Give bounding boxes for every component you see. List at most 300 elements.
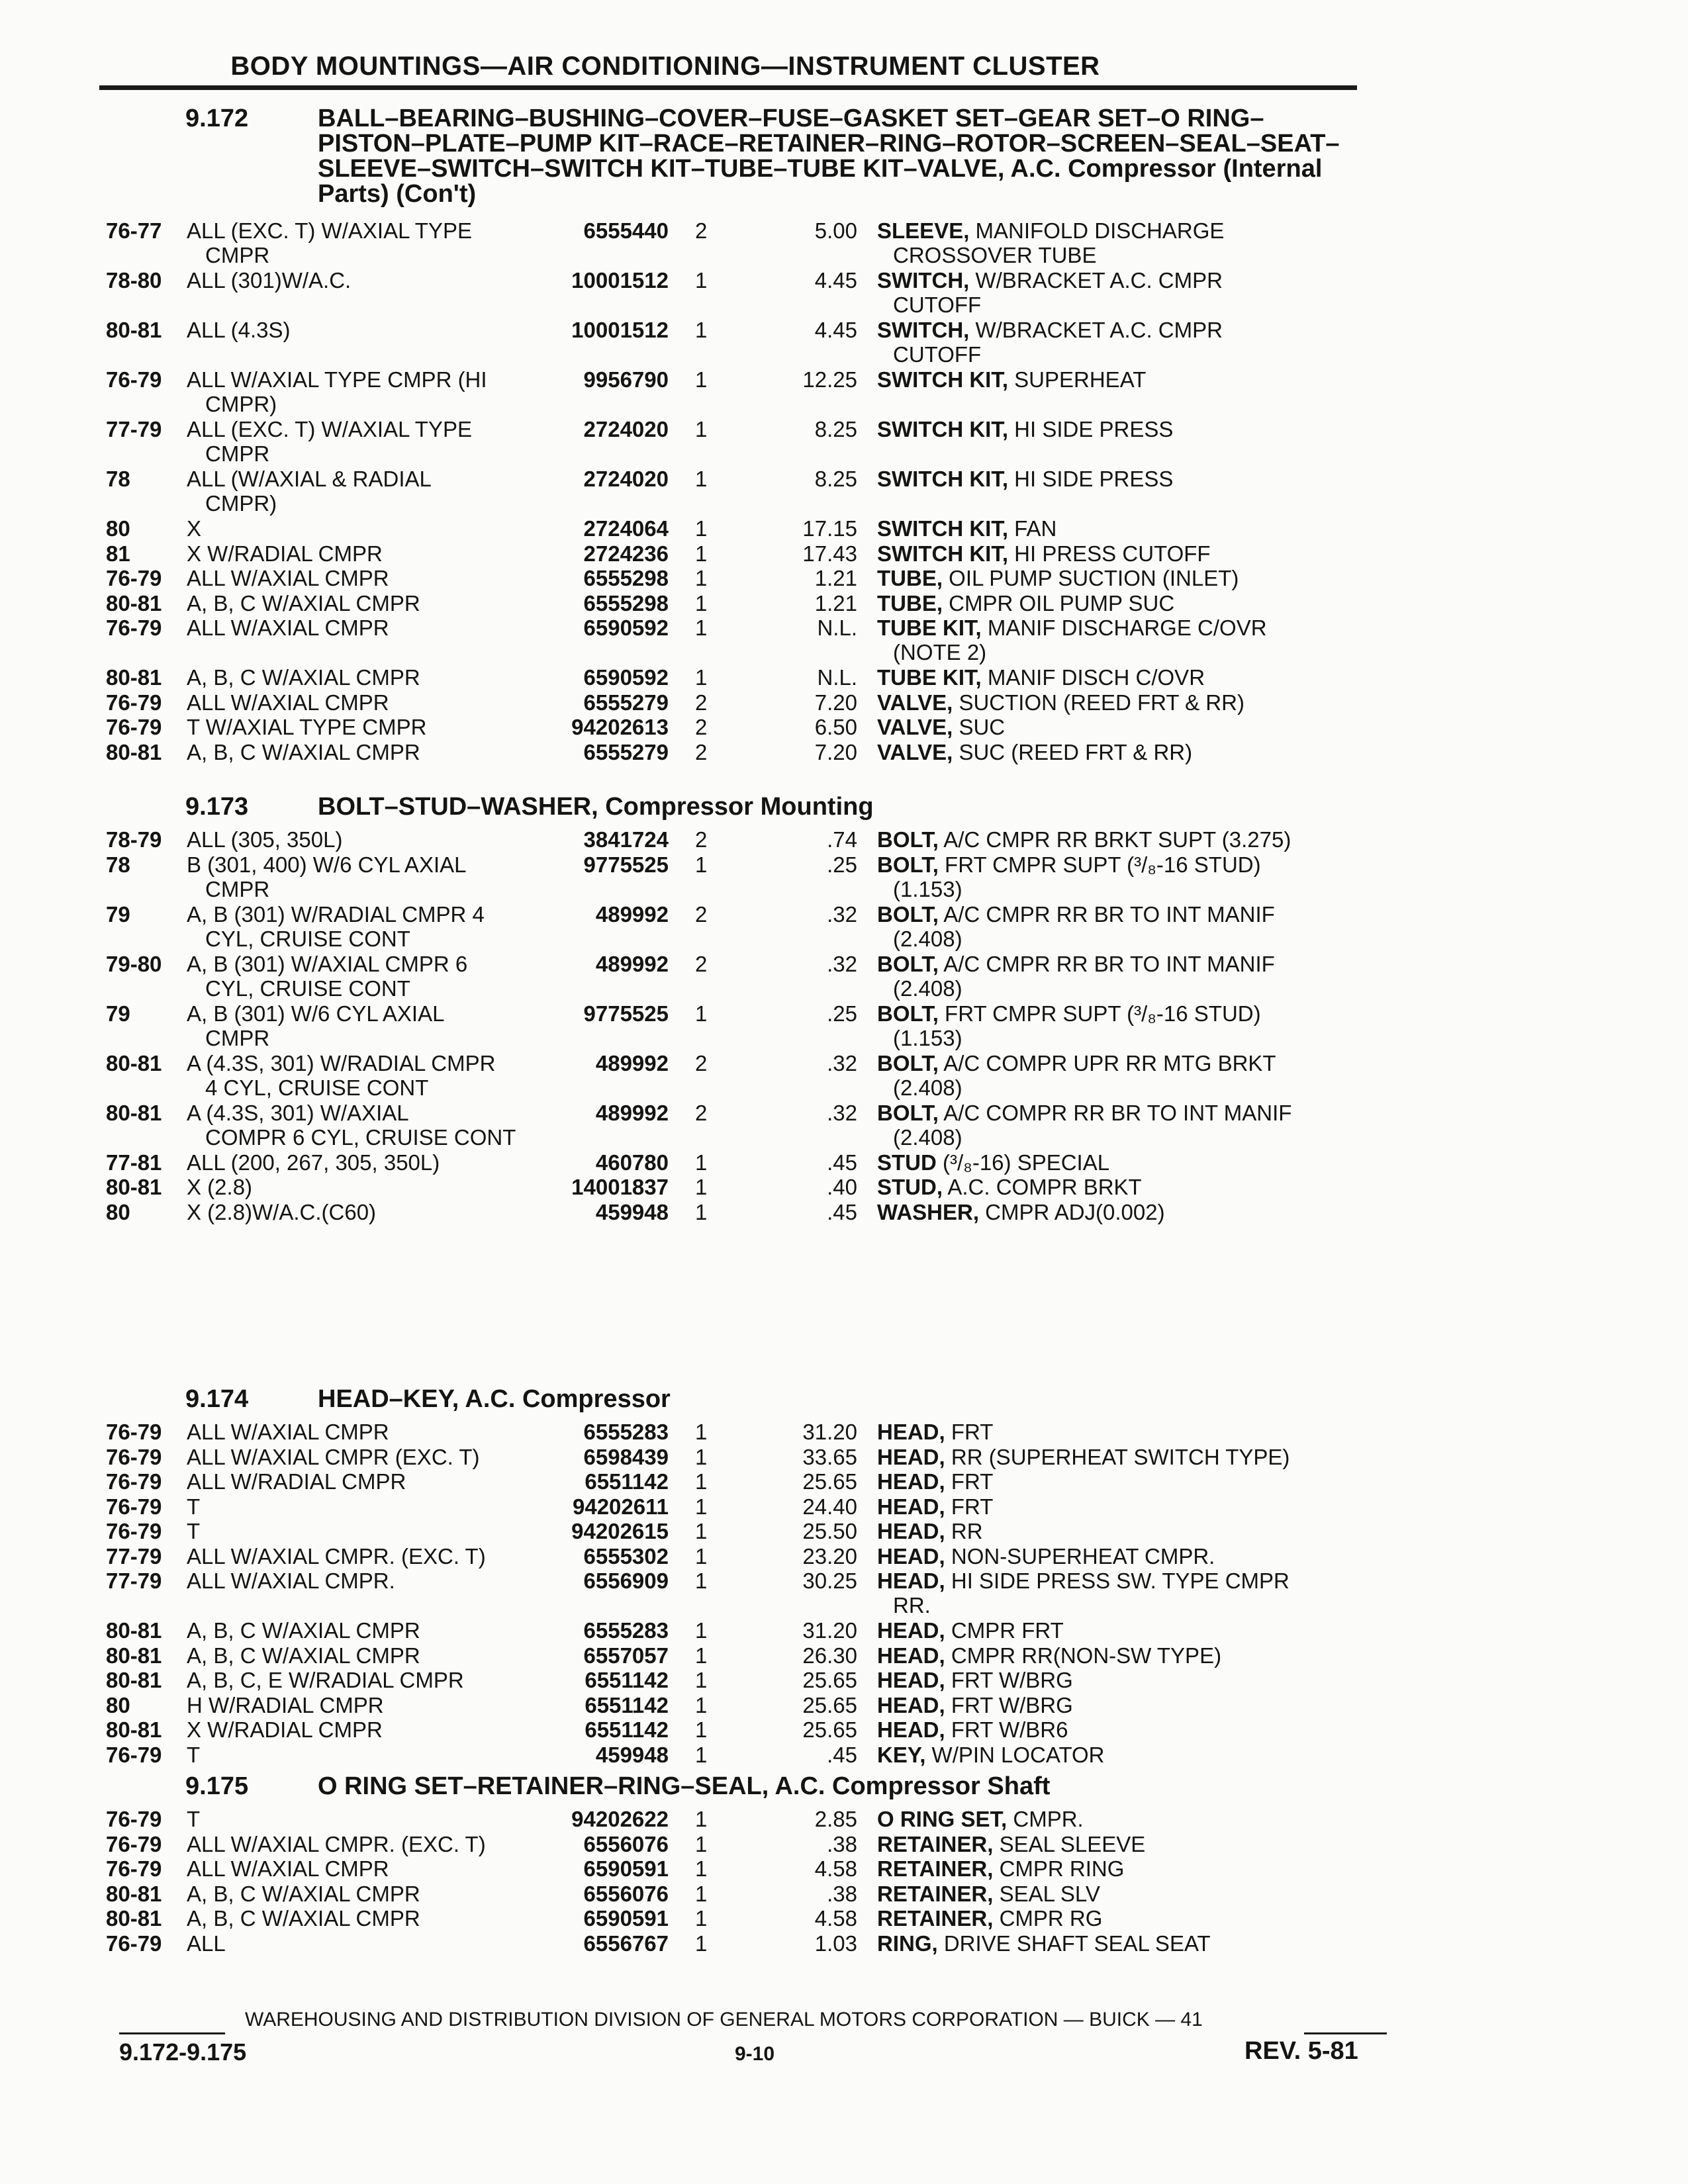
part-description	[877, 1051, 1407, 1100]
price: 1.21	[814, 590, 857, 615]
application	[187, 318, 557, 342]
year-range: 80-81	[106, 1717, 162, 1742]
part-name: VALVE,	[877, 739, 953, 764]
quantity: 1	[695, 417, 708, 441]
application-line-1: ALL (305, 350L)	[187, 827, 343, 852]
footer-section-range: 9.172-9.175	[119, 2038, 247, 2066]
part-number: 94202622	[571, 1807, 669, 1831]
quantity: 1	[695, 615, 708, 640]
part-row	[106, 1519, 1390, 1544]
year-range: 77-79	[106, 1569, 162, 1593]
part-description	[877, 566, 1407, 590]
application-line-1: X W/RADIAL CMPR	[187, 541, 383, 566]
part-name: HEAD,	[877, 1569, 945, 1593]
part-description	[877, 952, 1407, 1001]
description-line-1: FRT CMPR SUPT (³/₈-16 STUD)	[938, 852, 1261, 877]
part-name: SWITCH,	[877, 318, 970, 342]
year-range: 80-81	[106, 1175, 162, 1199]
part-description	[877, 1832, 1407, 1856]
part-name: HEAD,	[877, 1643, 945, 1668]
part-name: VALVE,	[877, 690, 953, 715]
application	[187, 367, 557, 416]
price: .25	[827, 1001, 857, 1026]
price: 2.85	[814, 1807, 857, 1831]
price: .45	[827, 1742, 857, 1767]
year-range: 79	[106, 901, 130, 927]
year-range: 80	[106, 1199, 130, 1224]
part-description	[877, 690, 1407, 715]
section-number: 9.175	[185, 1772, 249, 1800]
part-description	[877, 1618, 1407, 1643]
part-number: 3841724	[583, 827, 669, 852]
application	[187, 1469, 557, 1494]
part-number: 14001837	[571, 1175, 669, 1199]
application-line-2: CMPR	[205, 441, 270, 466]
part-name: TUBE,	[877, 590, 943, 615]
price: 30.25	[802, 1569, 857, 1593]
section-title: O RING SET–RETAINER–RING–SEAL, A.C. Compressor Shaft	[318, 1772, 1051, 1800]
application-line-1: A, B, C W/AXIAL CMPR	[187, 1643, 420, 1668]
part-number: 10001512	[571, 318, 669, 342]
part-description	[877, 541, 1407, 566]
part-description	[877, 218, 1407, 267]
description-line-1: A/C CMPR RR BR TO INT MANIF	[938, 951, 1275, 976]
part-name: SWITCH KIT,	[877, 516, 1008, 541]
quantity: 2	[695, 739, 708, 764]
application	[187, 1931, 557, 1956]
section-number: 9.173	[185, 793, 249, 821]
application	[187, 591, 557, 615]
application-line-1: H W/RADIAL CMPR	[187, 1692, 384, 1717]
part-name: BOLT,	[877, 1100, 939, 1125]
year-range: 76-79	[106, 1742, 162, 1767]
part-number: 6556767	[583, 1931, 669, 1956]
application-line-1: A, B (301) W/6 CYL AXIAL	[187, 1001, 445, 1026]
part-row	[106, 952, 1390, 1001]
application	[187, 1001, 557, 1050]
section-number: 9.172	[185, 105, 249, 132]
section-heading	[185, 794, 1390, 819]
price: 8.25	[814, 417, 857, 441]
part-name: RETAINER,	[877, 1906, 994, 1931]
application	[187, 1743, 557, 1767]
description-line-1: DRIVE SHAFT SEAL SEAT	[937, 1931, 1211, 1956]
price: 7.20	[814, 739, 857, 764]
application-line-1: A (4.3S, 301) W/RADIAL CMPR	[187, 1050, 496, 1075]
part-description	[877, 1469, 1407, 1494]
parts-list	[106, 218, 1390, 764]
quantity: 1	[695, 1519, 708, 1543]
quantity: 1	[695, 1543, 708, 1569]
quantity: 2	[695, 901, 708, 927]
part-name: HEAD,	[877, 1420, 945, 1444]
quantity: 2	[695, 690, 708, 715]
part-row	[106, 566, 1390, 591]
part-row	[106, 1882, 1390, 1907]
part-number: 6555298	[583, 590, 669, 615]
description-line-1: SUPERHEAT	[1008, 367, 1147, 392]
section-9-175	[106, 1774, 1390, 1956]
section-title: BALL–BEARING–BUSHING–COVER–FUSE–GASKET SET–GEAR SET–O RING–PISTON–PLATE–PUMP KIT–RACE–RETAINER–RING–ROTOR–SCREEN–SEAL–SEAT–SLEEVE–SWITCH–SWITCH KIT–TUBE–TUBE KIT–VALVE, A.C. Compressor (Internal Parts) (Con't)	[318, 105, 1340, 208]
part-name: HEAD,	[877, 1469, 945, 1494]
part-description	[877, 1445, 1407, 1469]
part-row	[106, 615, 1390, 665]
year-range: 76-79	[106, 1420, 162, 1444]
description-line-1: HI SIDE PRESS SW. TYPE CMPR	[945, 1569, 1289, 1593]
part-row	[106, 690, 1390, 715]
application	[187, 1906, 557, 1931]
price: .32	[827, 1100, 857, 1125]
description-line-1: OIL PUMP SUCTION (INLET)	[943, 566, 1239, 590]
part-row	[106, 1469, 1390, 1494]
part-name: HEAD,	[877, 1618, 945, 1643]
part-row	[106, 715, 1390, 740]
description-line-1: RR	[945, 1519, 983, 1543]
part-name: BOLT,	[877, 901, 939, 927]
application-line-1: A, B, C W/AXIAL CMPR	[187, 739, 420, 764]
part-number: 6555283	[583, 1618, 669, 1643]
year-range: 80-81	[106, 739, 162, 764]
part-number: 6556076	[583, 1831, 669, 1856]
year-range: 80	[106, 1692, 130, 1717]
price: 4.45	[814, 318, 857, 342]
parts-list	[106, 827, 1390, 1224]
application	[187, 1618, 557, 1643]
part-number: 9775525	[583, 1001, 669, 1026]
price: .45	[827, 1150, 857, 1175]
year-range: 76-79	[106, 1469, 162, 1494]
part-number: 6555440	[583, 218, 669, 243]
quantity: 1	[695, 590, 708, 615]
application-line-1: ALL (200, 267, 305, 350L)	[187, 1150, 440, 1175]
application-line-1: A, B, C W/AXIAL CMPR	[187, 1906, 420, 1931]
part-name: HEAD,	[877, 1692, 945, 1717]
part-description	[877, 1882, 1407, 1906]
year-range: 78	[106, 467, 130, 491]
quantity: 1	[695, 1569, 708, 1593]
part-row	[106, 1175, 1390, 1200]
price: .25	[827, 852, 857, 877]
application	[187, 1175, 557, 1199]
application-line-2: CYL, CRUISE CONT	[205, 976, 410, 1001]
quantity: 1	[695, 1881, 708, 1906]
application	[187, 1643, 557, 1668]
description-line-1: A.C. COMPR BRKT	[943, 1175, 1142, 1199]
year-range: 76-79	[106, 566, 162, 590]
price: 5.00	[814, 218, 857, 243]
part-description	[877, 1931, 1407, 1956]
quantity: 1	[695, 367, 708, 392]
application-line-1: A, B, C W/AXIAL CMPR	[187, 1881, 420, 1906]
year-range: 76-79	[106, 1519, 162, 1543]
application-line-1: A (4.3S, 301) W/AXIAL	[187, 1100, 409, 1125]
part-name: BOLT,	[877, 951, 939, 976]
application	[187, 952, 557, 1001]
description-line-1: SUC (REED FRT & RR)	[953, 739, 1193, 764]
page-header	[99, 52, 1357, 90]
part-row	[106, 1693, 1390, 1718]
part-description	[877, 1420, 1407, 1444]
part-description	[877, 467, 1407, 491]
part-row	[106, 218, 1390, 268]
part-row	[106, 417, 1390, 467]
description-line-2: RR.	[893, 1593, 931, 1617]
quantity: 2	[695, 951, 708, 976]
description-line-1: FAN	[1008, 516, 1057, 541]
part-number: 6555279	[583, 739, 669, 764]
year-range: 80-81	[106, 1906, 162, 1931]
application-line-1: ALL (EXC. T) W/AXIAL TYPE	[187, 417, 472, 441]
price: .38	[827, 1831, 857, 1856]
application-line-2: CMPR	[205, 876, 270, 901]
part-row	[106, 1668, 1390, 1693]
part-name: TUBE KIT,	[877, 665, 982, 690]
part-name: HEAD,	[877, 1444, 945, 1469]
quantity: 1	[695, 1692, 708, 1717]
year-range: 76-79	[106, 1831, 162, 1856]
part-row	[106, 367, 1390, 417]
application	[187, 1200, 557, 1224]
price: 4.45	[814, 268, 857, 293]
application-line-1: ALL W/AXIAL CMPR (EXC. T)	[187, 1444, 480, 1469]
section-heading	[185, 1387, 1390, 1412]
application	[187, 1693, 557, 1717]
part-number: 2724236	[583, 541, 669, 566]
part-description	[877, 1200, 1407, 1224]
section-heading	[185, 106, 1390, 206]
section-9-173	[106, 794, 1390, 1224]
price: .32	[827, 1050, 857, 1075]
part-number: 489992	[595, 1050, 669, 1075]
description-line-1: MANIF DISCHARGE C/OVR	[981, 615, 1267, 640]
price: N.L.	[817, 615, 857, 640]
price: 8.25	[814, 467, 857, 491]
year-range: 79-80	[106, 951, 162, 976]
price: 23.20	[802, 1543, 857, 1569]
part-name: RETAINER,	[877, 1881, 994, 1906]
part-number: 6556909	[583, 1569, 669, 1593]
application-line-1: T	[187, 1742, 201, 1767]
part-name: SLEEVE,	[877, 218, 970, 243]
part-description	[877, 268, 1407, 317]
price: 1.03	[814, 1931, 857, 1956]
year-range: 80-81	[106, 318, 162, 342]
description-line-1: A/C COMPR RR BR TO INT MANIF	[938, 1100, 1292, 1125]
quantity: 2	[695, 218, 708, 243]
part-description	[877, 1175, 1407, 1199]
application	[187, 1494, 557, 1519]
part-row	[106, 1856, 1390, 1882]
application-line-1: ALL	[187, 1931, 226, 1956]
year-range: 76-79	[106, 1444, 162, 1469]
part-row	[106, 852, 1390, 902]
description-line-1: A/C COMPR UPR RR MTG BRKT	[938, 1050, 1276, 1075]
quantity: 1	[695, 1444, 708, 1469]
price: 6.50	[814, 715, 857, 739]
part-name: BOLT,	[877, 1001, 939, 1026]
part-name: SWITCH KIT,	[877, 467, 1008, 491]
year-range: 78-80	[106, 268, 162, 293]
section-title: BOLT–STUD–WASHER, Compressor Mounting	[318, 793, 874, 821]
application	[187, 516, 557, 541]
year-range: 77-79	[106, 1543, 162, 1569]
part-row	[106, 1150, 1390, 1175]
part-name: HEAD,	[877, 1519, 945, 1543]
application-line-1: B (301, 400) W/6 CYL AXIAL	[187, 852, 467, 877]
description-line-1: FRT	[945, 1420, 994, 1444]
part-description	[877, 615, 1407, 664]
year-range: 78-79	[106, 827, 162, 852]
part-number: 489992	[595, 951, 669, 976]
part-row	[106, 1494, 1390, 1520]
application	[187, 1807, 557, 1831]
part-number: 6551142	[585, 1717, 669, 1742]
application-line-1: X	[187, 516, 202, 541]
part-name: RING,	[877, 1931, 938, 1956]
application-line-1: A, B (301) W/AXIAL CMPR 6	[187, 951, 468, 976]
price: 25.65	[802, 1692, 857, 1717]
application-line-2: COMPR 6 CYL, CRUISE CONT	[205, 1124, 516, 1150]
part-description	[877, 1643, 1407, 1668]
part-description	[877, 827, 1407, 852]
quantity: 1	[695, 1420, 708, 1444]
application	[187, 417, 557, 466]
part-number: 6551142	[585, 1668, 669, 1692]
quantity: 2	[695, 1100, 708, 1125]
part-name: BOLT,	[877, 852, 939, 877]
part-description	[877, 1101, 1407, 1150]
footer-page-number: 9-10	[735, 2043, 775, 2065]
section-number: 9.174	[185, 1385, 249, 1413]
application	[187, 1420, 557, 1444]
part-description	[877, 1717, 1407, 1742]
quantity: 1	[695, 1906, 708, 1931]
description-line-1: FRT	[945, 1494, 994, 1519]
price: N.L.	[817, 665, 857, 690]
part-name: SWITCH KIT,	[877, 367, 1008, 392]
part-number: 6551142	[585, 1469, 669, 1494]
description-line-2: CUTOFF	[893, 342, 982, 367]
price: .45	[827, 1199, 857, 1224]
year-range: 76-79	[106, 1931, 162, 1956]
price: .32	[827, 951, 857, 976]
part-description	[877, 1494, 1407, 1519]
application	[187, 1717, 557, 1742]
price: 31.20	[802, 1420, 857, 1444]
description-line-1: CMPR FRT	[945, 1618, 1064, 1643]
part-number: 6557057	[583, 1643, 669, 1668]
application	[187, 902, 557, 951]
price: 25.50	[802, 1519, 857, 1543]
application	[187, 852, 557, 901]
year-range: 81	[106, 541, 130, 566]
description-line-1: W/BRACKET A.C. CMPR	[969, 268, 1223, 293]
application	[187, 827, 557, 852]
quantity: 1	[695, 467, 708, 491]
part-description	[877, 902, 1407, 951]
part-description	[877, 1807, 1407, 1831]
application	[187, 218, 557, 267]
price: 25.65	[802, 1668, 857, 1692]
part-number: 94202615	[571, 1519, 669, 1543]
application-line-1: ALL (301)W/A.C.	[187, 268, 352, 293]
year-range: 80-81	[106, 1100, 162, 1125]
part-number: 459948	[595, 1742, 669, 1767]
part-row	[106, 1717, 1390, 1743]
quantity: 2	[695, 715, 708, 739]
price: 17.43	[802, 541, 857, 566]
parts-list	[106, 1420, 1390, 1767]
part-row	[106, 1001, 1390, 1051]
part-name: HEAD,	[877, 1494, 945, 1519]
description-line-1: FRT W/BRG	[945, 1668, 1073, 1692]
part-name: BOLT,	[877, 1050, 939, 1075]
description-line-1: SUCTION (REED FRT & RR)	[953, 690, 1244, 715]
application	[187, 1668, 557, 1692]
price: 26.30	[802, 1643, 857, 1668]
description-line-2: (2.408)	[893, 976, 962, 1001]
year-range: 76-79	[106, 715, 162, 739]
part-name: HEAD,	[877, 1668, 945, 1692]
description-line-2: CUTOFF	[893, 293, 982, 317]
part-description	[877, 665, 1407, 690]
part-description	[877, 1519, 1407, 1543]
year-range: 76-79	[106, 615, 162, 640]
part-number: 10001512	[571, 268, 669, 293]
price: .38	[827, 1881, 857, 1906]
quantity: 1	[695, 1001, 708, 1026]
part-name: HEAD,	[877, 1543, 945, 1569]
part-description	[877, 1001, 1407, 1050]
part-row	[106, 740, 1390, 765]
application-line-2: CMPR)	[205, 392, 277, 416]
part-description	[877, 1150, 1407, 1175]
description-line-1: CMPR RG	[993, 1906, 1103, 1931]
quantity: 1	[695, 1717, 708, 1742]
part-name: VALVE,	[877, 715, 953, 739]
application-line-1: ALL W/AXIAL CMPR	[187, 1420, 389, 1444]
year-range: 79	[106, 1001, 130, 1026]
part-row	[106, 1051, 1390, 1101]
quantity: 1	[695, 1199, 708, 1224]
part-row	[106, 665, 1390, 690]
part-number: 6598439	[583, 1444, 669, 1469]
application-line-1: ALL (4.3S)	[187, 318, 291, 342]
application	[187, 1150, 557, 1175]
parts-list	[106, 1807, 1390, 1956]
price: 24.40	[802, 1494, 857, 1519]
part-row	[106, 1544, 1390, 1569]
application-line-1: X W/RADIAL CMPR	[187, 1717, 383, 1742]
description-line-1: HI SIDE PRESS	[1008, 417, 1174, 441]
application-line-1: ALL W/AXIAL CMPR. (EXC. T)	[187, 1543, 486, 1569]
part-row	[106, 516, 1390, 541]
quantity: 1	[695, 1150, 708, 1175]
application-line-1: A, B (301) W/RADIAL CMPR 4	[187, 901, 485, 927]
description-line-1: FRT CMPR SUPT (³/₈-16 STUD)	[938, 1001, 1261, 1026]
description-line-2: CROSSOVER TUBE	[893, 243, 1097, 267]
application	[187, 1882, 557, 1906]
part-number: 6555283	[583, 1420, 669, 1444]
part-name: SWITCH KIT,	[877, 417, 1008, 441]
price: 1.21	[814, 566, 857, 590]
description-line-1: MANIF DISCH C/OVR	[981, 665, 1205, 690]
application	[187, 1101, 557, 1150]
application-line-1: ALL W/AXIAL TYPE CMPR (HI	[187, 367, 487, 392]
price: .74	[827, 827, 857, 852]
part-name: O RING SET,	[877, 1807, 1008, 1831]
description-line-1: A/C CMPR RR BR TO INT MANIF	[938, 901, 1275, 927]
